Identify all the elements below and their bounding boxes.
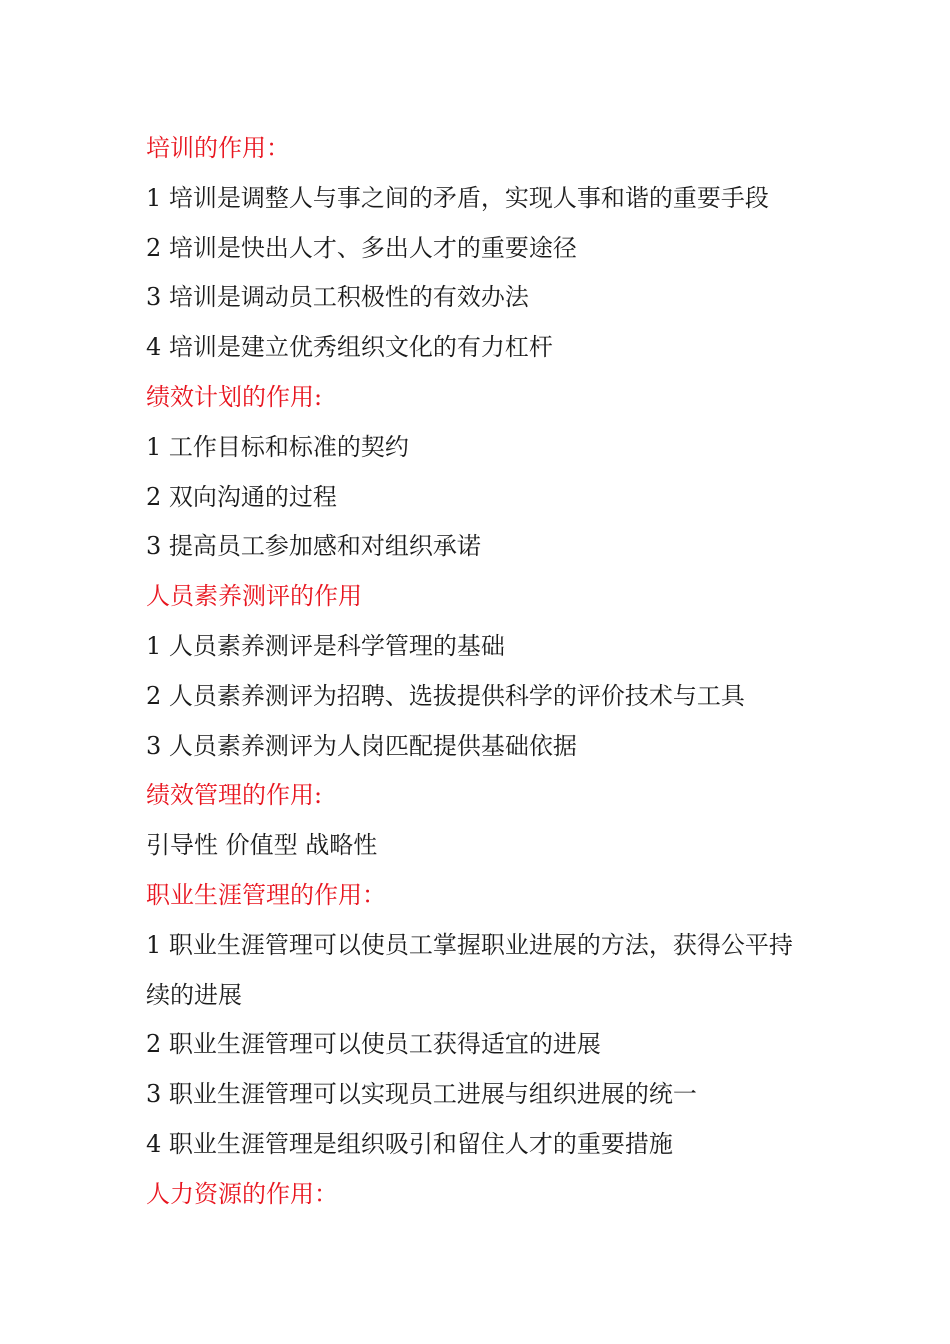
list-item: 4 职业生涯管理是组织吸引和留住人才的重要措施	[146, 1129, 673, 1158]
list-item: 3 提高员工参加感和对组织承诺	[146, 532, 481, 561]
list-item: 2 职业生涯管理可以使员工获得适宜的进展	[146, 1030, 601, 1059]
list-item: 3 人员素养测评为人岗匹配提供基础依据	[146, 731, 577, 760]
document-body	[146, 124, 816, 1220]
list-item: 3 培训是调动员工积极性的有效办法	[146, 283, 529, 312]
section-heading-assessment: 人员素养测评的作用	[146, 582, 362, 611]
list-item: 1 培训是调整人与事之间的矛盾，实现人事和谐的重要手段	[146, 183, 769, 212]
list-item: 3 职业生涯管理可以实现员工进展与组织进展的统一	[146, 1080, 697, 1109]
section-heading-performance-management: 绩效管理的作用:	[146, 781, 323, 810]
section-heading-training: 培训的作用：	[146, 134, 290, 162]
list-item: 2 双向沟通的过程	[146, 482, 337, 511]
section-heading-career-management: 职业生涯管理的作用：	[146, 880, 386, 909]
list-item: 2 人员素养测评为招聘、选拔提供科学的评价技术与工具	[146, 681, 745, 710]
list-item: 1 工作目标和标准的契约	[146, 432, 409, 461]
list-item: 2 培训是快出人才、多出人才的重要途径	[146, 233, 577, 262]
list-item: 引导性 价值型 战略性	[146, 831, 378, 860]
list-item: 1 职业生涯管理可以使员工掌握职业进展的方法，获得公平持续的进展	[146, 930, 793, 1009]
section-heading-human-resources: 人力资源的作用：	[146, 1179, 338, 1208]
list-item: 4 培训是建立优秀组织文化的有力杠杆	[146, 333, 553, 362]
list-item: 1 人员素养测评是科学管理的基础	[146, 631, 505, 660]
section-heading-performance-plan: 绩效计划的作用:	[146, 382, 323, 411]
